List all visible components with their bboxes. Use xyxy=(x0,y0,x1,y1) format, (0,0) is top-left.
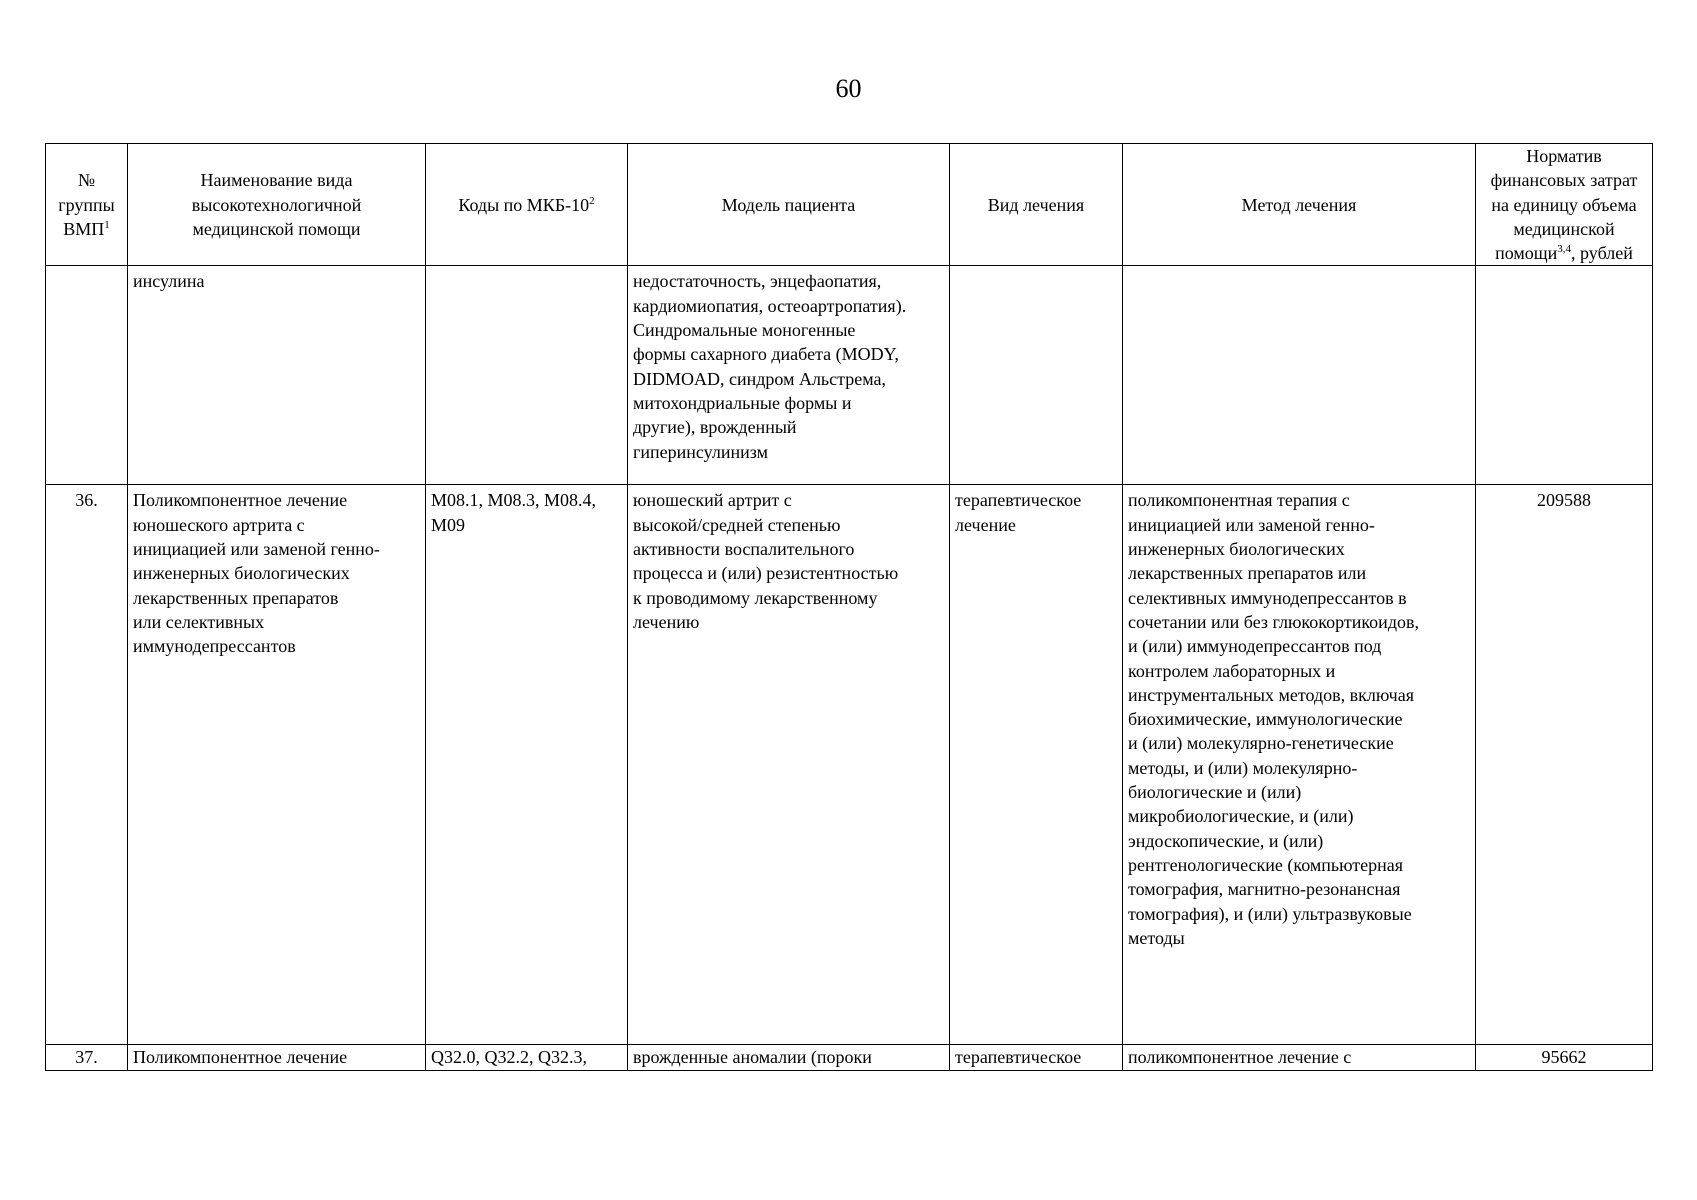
cell-line: рентгенологические (компьютерная xyxy=(1128,854,1404,875)
cell-line: гиперинсулинизм xyxy=(633,441,768,462)
cell-line: томография, магнитно-резонансная xyxy=(1128,879,1401,900)
cell-line: Q32.0, Q32.2, Q32.3, xyxy=(431,1047,587,1068)
cell-line: другие), врожденный xyxy=(633,417,797,438)
cell-line: и (или) иммунодепрессантов под xyxy=(1128,636,1382,657)
table-header-row xyxy=(46,144,1653,266)
cell-patient-model xyxy=(628,266,950,485)
cell-line: к проводимому лекарственному xyxy=(633,587,878,608)
header-care-type xyxy=(128,144,426,266)
header-treatment-method xyxy=(1123,144,1476,266)
header-group-number-line: ВМП xyxy=(63,218,105,239)
header-treatment-type xyxy=(950,144,1123,266)
cell-line: Синдромальные моногенные xyxy=(633,320,856,341)
header-care-type-line: высокотехнологичной xyxy=(191,194,362,215)
cell-line: лечение xyxy=(955,514,1016,535)
header-icd-codes xyxy=(426,144,628,266)
cell-line: юношеского артрита с xyxy=(133,514,305,535)
header-treatment-type-text: Вид лечения xyxy=(987,194,1085,215)
cell-line: методы, и (или) молекулярно- xyxy=(1128,757,1358,778)
table-row-continuation xyxy=(46,266,1653,485)
cell-treatment-type xyxy=(950,485,1123,1045)
cell-patient-model xyxy=(628,1045,950,1071)
cell-line: методы xyxy=(1128,927,1185,948)
header-cost-norm-line: финансовых затрат xyxy=(1490,170,1638,191)
header-cost-norm-line: медицинской xyxy=(1513,218,1615,239)
cell-line: или селективных xyxy=(133,611,265,632)
header-cost-norm xyxy=(1476,144,1653,266)
header-treatment-method-text: Метод лечения xyxy=(1241,194,1357,215)
cell-line: лечению xyxy=(633,611,700,632)
cell-line: M08.1, M08.3, M08.4, xyxy=(431,490,597,511)
cell-treatment-type xyxy=(950,1045,1123,1071)
cell-care-type xyxy=(128,266,426,485)
header-cost-norm-line: , рублей xyxy=(1571,243,1633,264)
cell-line: терапевтическое xyxy=(955,1047,1082,1068)
cell-treatment-method xyxy=(1123,266,1476,485)
cell-line: лекарственных препаратов xyxy=(133,587,339,608)
cell-line: кардиомиопатия, остеоартропатия). xyxy=(633,295,907,316)
header-patient-model xyxy=(628,144,950,266)
cell-care-type xyxy=(128,1045,426,1071)
header-group-number-line: № xyxy=(77,170,96,191)
cell-line: Поликомпонентное лечение xyxy=(133,490,348,511)
cell-line: юношеский артрит с xyxy=(633,490,792,511)
footnote-ref: 3,4 xyxy=(1557,243,1572,256)
cell-line: недостаточность, энцефаопатия, xyxy=(633,271,882,292)
header-group-number xyxy=(46,144,128,266)
header-cost-norm-line: на единицу объема xyxy=(1491,194,1637,215)
cell-line: формы сахарного диабета (MODY, xyxy=(633,344,899,365)
cell-line: и (или) молекулярно-генетические xyxy=(1128,733,1394,754)
cell-line: эндоскопические, и (или) xyxy=(1128,830,1324,851)
header-cost-norm-line: помощи xyxy=(1495,243,1558,264)
cell-line: высокой/средней степенью xyxy=(633,514,841,535)
cell-cost-norm: 209588 xyxy=(1476,485,1653,1045)
cell-line: инженерных биологических xyxy=(133,563,350,584)
vmp-table xyxy=(45,143,1653,1071)
cell-line: инсулина xyxy=(133,271,205,292)
cell-group-number: 36. xyxy=(46,485,128,1045)
cell-line: микробиологические, и (или) xyxy=(1128,806,1354,827)
cell-icd-codes xyxy=(426,1045,628,1071)
cell-line: поликомпонентное лечение с xyxy=(1128,1047,1352,1068)
cell-cost-norm xyxy=(1476,266,1653,485)
cell-icd-codes xyxy=(426,485,628,1045)
table-row-36 xyxy=(46,485,1653,1045)
cell-line: активности воспалительного xyxy=(633,539,855,560)
header-care-type-line: Наименование вида xyxy=(200,170,353,191)
cell-line: поликомпонентная терапия с xyxy=(1128,490,1350,511)
header-group-number-line: группы xyxy=(58,194,115,215)
cell-line: DIDMOAD, синдром Альстрема, xyxy=(633,368,886,389)
cell-line: лекарственных препаратов или xyxy=(1128,563,1367,584)
cell-line: томография), и (или) ультразвуковые xyxy=(1128,903,1412,924)
header-care-type-line: медицинской помощи xyxy=(192,218,361,239)
header-cost-norm-line: Норматив xyxy=(1526,146,1602,166)
cell-treatment-type xyxy=(950,266,1123,485)
cell-cost-norm: 95662 xyxy=(1476,1045,1653,1071)
cell-line: инструментальных методов, включая xyxy=(1128,684,1414,705)
cell-patient-model xyxy=(628,485,950,1045)
cell-line: сочетании или без глюкокортикоидов, xyxy=(1128,611,1419,632)
cell-line: контролем лабораторных и xyxy=(1128,660,1336,681)
footnote-ref: 2 xyxy=(589,194,595,207)
cell-line: M09 xyxy=(431,514,466,535)
cell-group-number xyxy=(46,266,128,485)
cell-line: биохимические, иммунологические xyxy=(1128,709,1403,730)
cell-group-number: 37. xyxy=(46,1045,128,1071)
cell-line: инженерных биологических xyxy=(1128,539,1345,560)
cell-treatment-method xyxy=(1123,1045,1476,1071)
header-icd-codes-text: Коды по МКБ-10 xyxy=(458,194,590,215)
header-patient-model-text: Модель пациента xyxy=(721,194,856,215)
cell-line: процесса и (или) резистентностью xyxy=(633,563,899,584)
cell-line: биологические и (или) xyxy=(1128,782,1302,803)
cell-line: инициацией или заменой генно- xyxy=(1128,514,1375,535)
cell-care-type xyxy=(128,485,426,1045)
cell-line: Поликомпонентное лечение xyxy=(133,1047,348,1068)
cell-line: инициацией или заменой генно- xyxy=(133,539,380,560)
table-row-37 xyxy=(46,1045,1653,1071)
cell-icd-codes xyxy=(426,266,628,485)
cell-line: врожденные аномалии (пороки xyxy=(633,1047,872,1068)
cell-treatment-method xyxy=(1123,485,1476,1045)
footnote-ref: 1 xyxy=(104,218,110,231)
cell-line: терапевтическое xyxy=(955,490,1082,511)
cell-line: иммунодепрессантов xyxy=(133,636,296,657)
cell-line: митохондриальные формы и xyxy=(633,392,852,413)
cell-line: селективных иммунодепрессантов в xyxy=(1128,587,1407,608)
page-number: 60 xyxy=(835,74,862,103)
